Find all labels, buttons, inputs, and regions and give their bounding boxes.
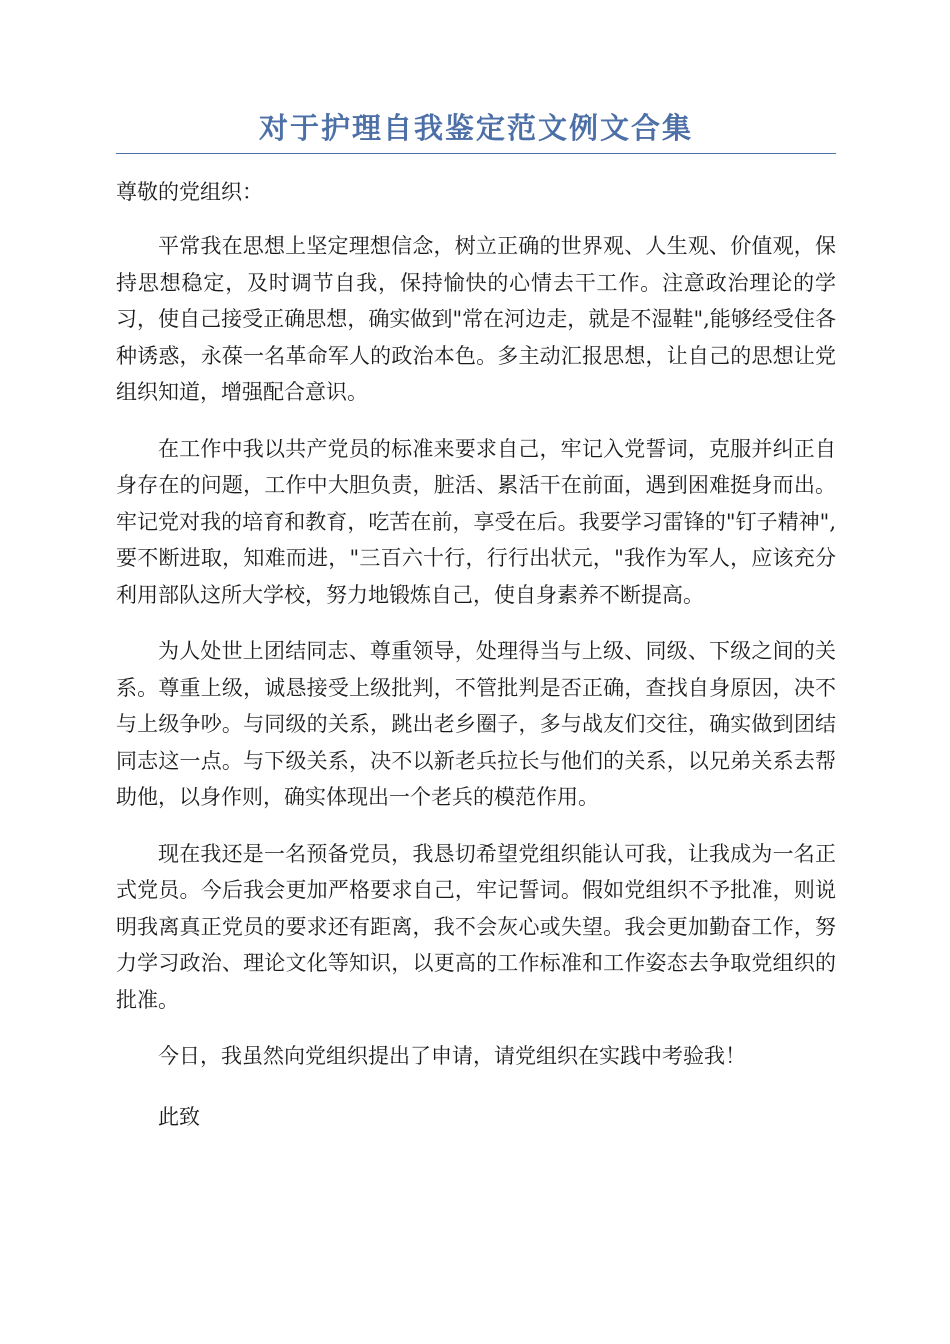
- body-paragraph-3: 为人处世上团结同志、尊重领导，处理得当与上级、同级、下级之间的关系。尊重上级，诚恳接受上级批判，不管批判是否正确，查找自身原因，决不与上级争吵。与同级的关系，跳出老乡圈子，多与战友们交往，确实做到团结同志这一点。与下级关系，决不以新老兵拉长与他们的关系，以兄弟关系去帮助他，以身作则，确实体现出一个老兵的模范作用。: [116, 639, 836, 809]
- body-paragraph-4: 现在我还是一名预备党员，我恳切希望党组织能认可我，让我成为一名正式党员。今后我会更加严格要求自己，牢记誓词。假如党组织不予批准，则说明我离真正党员的要求还有距离，我不会灰心或失望。我会更加勤奋工作，努力学习政治、理论文化等知识，以更高的工作标准和工作姿态去争取党组织的批准。: [116, 841, 836, 1012]
- body-paragraph-1: 平常我在思想上坚定理想信念，树立正确的世界观、人生观、价值观，保持思想稳定，及时调节自我，保持愉快的心情去干工作。注意政治理论的学习，使自己接受正确思想，确实做到"常在河边走，就是不湿鞋",能够经受住各种诱惑，永葆一名革命军人的政治本色。多主动汇报思想，让自己的思想让党组织知道，增强配合意识。: [116, 234, 836, 404]
- body-paragraph-5: 今日，我虽然向党组织提出了申请，请党组织在实践中考验我！: [158, 1044, 746, 1068]
- document-page: [116, 108, 836, 1135]
- salutation: 尊敬的党组织：: [116, 180, 263, 204]
- body-paragraph-2: 在工作中我以共产党员的标准来要求自己，牢记入党誓词，克服并纠正自身存在的问题，工作中大胆负责，脏活、累活干在前面，遇到困难挺身而出。牢记党对我的培育和教育，吃苦在前，享受在后。我要学习雷锋的"钉子精神",要不断进取，知难而进，"三百六十行，行行出状元，"我作为军人，应该充分利用部队这所大学校，努力地锻炼自己，使自身素养不断提高。: [116, 436, 836, 607]
- document-title: 对于护理自我鉴定范文例文合集: [116, 108, 836, 154]
- closing-phrase: 此致: [158, 1104, 200, 1129]
